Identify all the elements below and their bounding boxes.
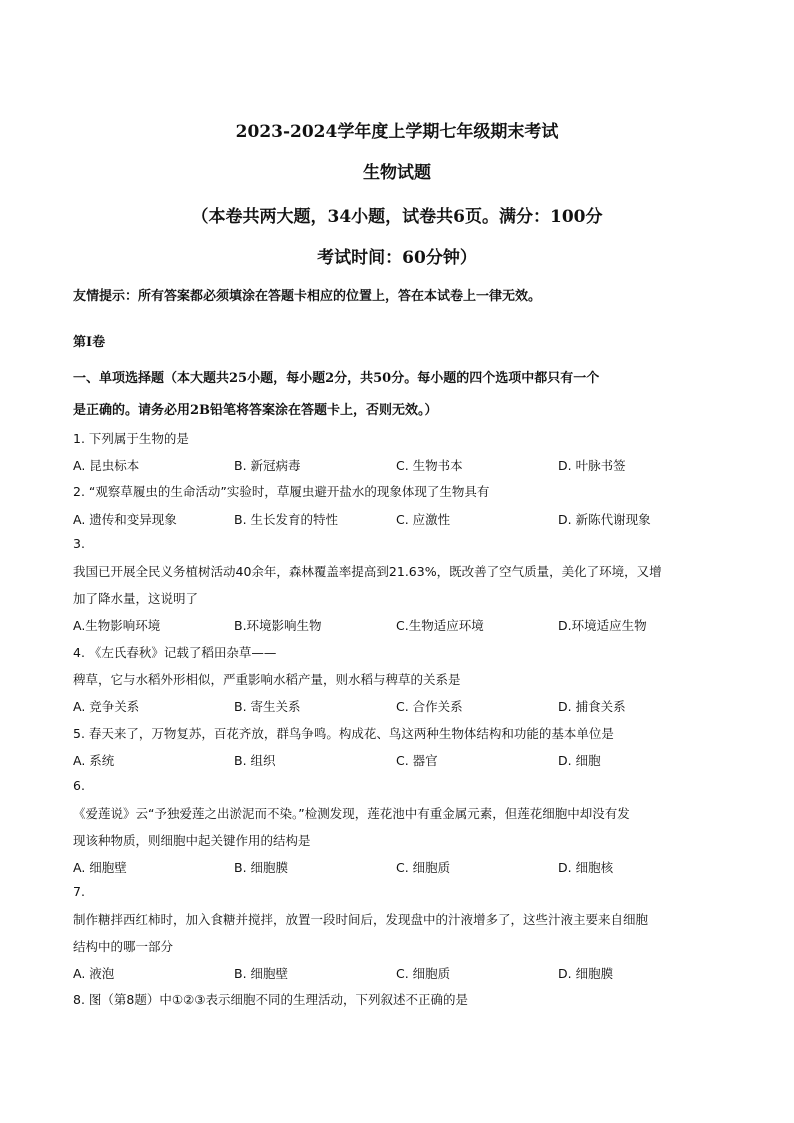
option-c: C. 器官 [396,753,438,768]
option-a: A. 遗传和变异现象 [73,512,177,527]
question-1-options [73,456,733,474]
section-instructions-line1: 一、单项选择题（本大题共25小题，每小题2分，共50分。每小题的四个选项中都只有一个 [73,371,600,386]
question-3-number: 3. [73,536,85,551]
notice-text: 友情提示：所有答案都必须填涂在答题卡相应的位置上，答在本试卷上一律无效。 [73,289,542,304]
option-a: A. 细胞壁 [73,860,127,875]
volume-label: 第Ⅰ卷 [73,335,106,350]
question-7-number: 7. [73,884,85,899]
option-d: D. 捕食关系 [558,699,626,714]
question-1-stem: 1. 下列属于生物的是 [73,431,189,446]
question-2-stem: 2. “观察草履虫的生命活动”实验时，草履虫避开盐水的现象体现了生物具有 [73,484,490,499]
question-2-options [73,510,733,528]
question-6-options [73,858,733,876]
option-a: A.生物影响环境 [73,618,161,633]
option-b: B. 组织 [234,753,276,768]
option-c: C. 合作关系 [396,699,463,714]
option-b: B. 寄生关系 [234,699,301,714]
option-c: C. 生物书本 [396,458,463,473]
option-c: C. 应激性 [396,512,451,527]
question-4-line1: 4. 《左氏春秋》记载了稻田杂草—— [73,645,277,660]
question-7-line2: 结构中的哪一部分 [73,939,174,954]
option-b: B. 生长发育的特性 [234,512,339,527]
option-d: D. 细胞 [558,753,601,768]
option-d: D.环境适应生物 [558,618,647,633]
question-6-line1: 《爱莲说》云“予独爱莲之出淤泥而不染。”检测发现，莲花池中有重金属元素，但莲花细胞中却没有发 [73,806,630,821]
question-7-options [73,964,733,982]
exam-info-line1: （本卷共两大题，34小题，试卷共6页。满分：100分 [191,207,603,227]
option-d: D. 叶脉书签 [558,458,626,473]
option-a: A. 液泡 [73,966,115,981]
question-6-line2: 现该种物质，则细胞中起关键作用的结构是 [73,833,311,848]
option-d: D. 新陈代谢现象 [558,512,651,527]
subject-title: 生物试题 [363,163,431,183]
option-a: A. 系统 [73,753,115,768]
question-3-line2: 加了降水量，这说明了 [73,591,199,606]
option-a: A. 竞争关系 [73,699,140,714]
option-c: C.生物适应环境 [396,618,484,633]
question-4-line2: 稗草，它与水稻外形相似，严重影响水稻产量，则水稻与稗草的关系是 [73,672,461,687]
question-8-stem: 8. 图（第8题）中①②③表示细胞不同的生理活动，下列叙述不正确的是 [73,992,468,1007]
option-b: B. 细胞膜 [234,860,289,875]
option-d: D. 细胞核 [558,860,614,875]
question-5-options [73,751,733,769]
exam-info-line2: 考试时间：60分钟） [317,248,477,268]
question-7-line1: 制作糖拌西红柿时，加入食糖并搅拌，放置一段时间后，发现盘中的汁液增多了，这些汁液主要来自细胞 [73,912,649,927]
question-6-number: 6. [73,778,85,793]
option-c: C. 细胞质 [396,966,451,981]
option-b: B. 新冠病毒 [234,458,301,473]
section-instructions-line2: 是正确的。请务必用2B铅笔将答案涂在答题卡上，否则无效。） [73,403,438,418]
exam-title: 2023-2024学年度上学期七年级期末考试 [235,122,559,142]
question-4-options [73,697,733,715]
option-a: A. 昆虫标本 [73,458,140,473]
option-b: B. 细胞壁 [234,966,289,981]
option-b: B.环境影响生物 [234,618,322,633]
option-c: C. 细胞质 [396,860,451,875]
question-3-line1: 我国已开展全民义务植树活动40余年，森林覆盖率提高到21.63%，既改善了空气质量，美化了环境，又增 [73,564,662,579]
question-3-options [73,616,733,634]
option-d: D. 细胞膜 [558,966,614,981]
question-5-stem: 5. 春天来了，万物复苏，百花齐放，群鸟争鸣。构成花、鸟这两种生物体结构和功能的基本单位是 [73,726,614,741]
